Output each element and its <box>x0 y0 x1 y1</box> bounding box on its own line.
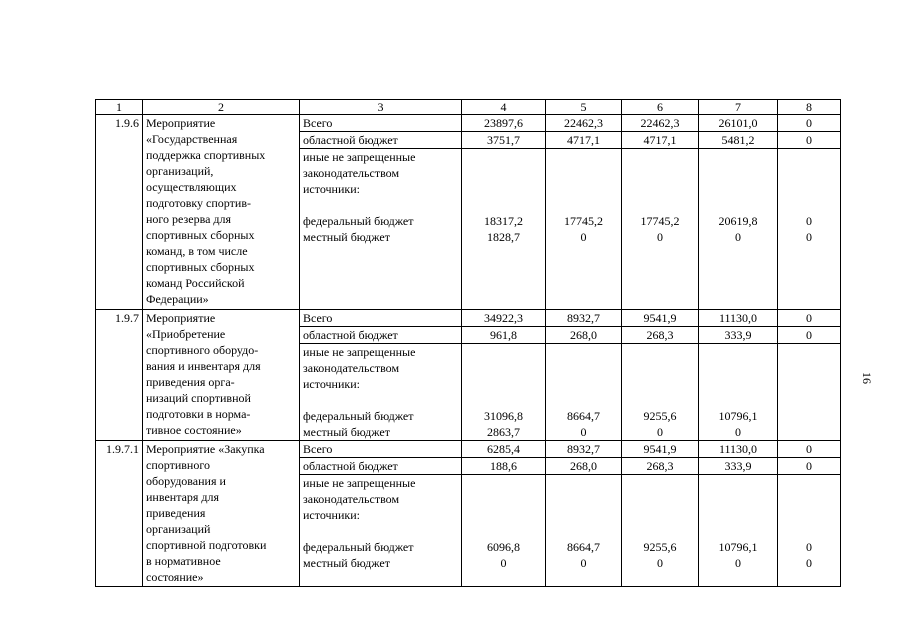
header-cell: 2 <box>143 100 300 115</box>
value-cell: 18317,2 1828,7 <box>462 149 546 310</box>
value-cell: 20619,8 0 <box>699 149 778 310</box>
source-label: областной бюджет <box>300 132 462 149</box>
value-cell: 0 <box>778 132 841 149</box>
header-cell: 8 <box>778 100 841 115</box>
value-cell: 0 0 <box>778 475 841 587</box>
source-label: областной бюджет <box>300 458 462 475</box>
value-cell: 8664,7 0 <box>546 344 622 441</box>
value-cell: 4717,1 <box>622 132 699 149</box>
value-cell: 17745,2 0 <box>622 149 699 310</box>
value-cell: 0 0 <box>778 149 841 310</box>
program-table <box>95 99 841 587</box>
source-label: иные не запрещенные законодательством источники: федеральный бюджет местный бюджет <box>300 475 462 587</box>
value-cell: 31096,8 2863,7 <box>462 344 546 441</box>
item-code: 1.9.6 <box>96 115 143 310</box>
value-cell: 268,0 <box>546 327 622 344</box>
item-name: Мероприятие «Приобретение спортивного оборудо- вания и инвентаря для приведения орга- низаций спортивной подготовки в норма- тивное состояние» <box>143 310 300 441</box>
value-cell: 0 <box>778 458 841 475</box>
item-name: Мероприятие «Государственная поддержка спортивных организаций, осуществляющих подготовку спортив- ного резерва для спортивных сборных команд, в том числе спортивных сборных команд Российской Федерации» <box>143 115 300 310</box>
item-code: 1.9.7.1 <box>96 441 143 587</box>
value-cell: 9255,6 0 <box>622 344 699 441</box>
value-cell: 17745,2 0 <box>546 149 622 310</box>
value-cell: 10796,1 0 <box>699 475 778 587</box>
table-row <box>96 441 841 458</box>
value-cell: 188,6 <box>462 458 546 475</box>
value-cell: 9255,6 0 <box>622 475 699 587</box>
value-cell <box>778 344 841 441</box>
value-cell: 0 <box>778 115 841 132</box>
value-cell: 0 <box>778 310 841 327</box>
table-row <box>96 310 841 327</box>
value-cell: 961,8 <box>462 327 546 344</box>
value-cell: 34922,3 <box>462 310 546 327</box>
value-cell: 23897,6 <box>462 115 546 132</box>
value-cell: 5481,2 <box>699 132 778 149</box>
value-cell: 8932,7 <box>546 441 622 458</box>
value-cell: 3751,7 <box>462 132 546 149</box>
source-label: иные не запрещенные законодательством источники: федеральный бюджет местный бюджет <box>300 149 462 310</box>
value-cell: 0 <box>778 327 841 344</box>
source-label: областной бюджет <box>300 327 462 344</box>
item-code: 1.9.7 <box>96 310 143 441</box>
source-label: Всего <box>300 115 462 132</box>
table-row <box>96 115 841 132</box>
value-cell: 22462,3 <box>546 115 622 132</box>
value-cell: 333,9 <box>699 458 778 475</box>
source-label: Всего <box>300 310 462 327</box>
header-cell: 5 <box>546 100 622 115</box>
value-cell: 6096,8 0 <box>462 475 546 587</box>
source-label: Всего <box>300 441 462 458</box>
value-cell: 268,3 <box>622 458 699 475</box>
header-cell: 1 <box>96 100 143 115</box>
value-cell: 22462,3 <box>622 115 699 132</box>
value-cell: 9541,9 <box>622 441 699 458</box>
value-cell: 333,9 <box>699 327 778 344</box>
value-cell: 268,0 <box>546 458 622 475</box>
value-cell: 26101,0 <box>699 115 778 132</box>
value-cell: 8932,7 <box>546 310 622 327</box>
header-row <box>96 100 841 115</box>
value-cell: 10796,1 0 <box>699 344 778 441</box>
value-cell: 11130,0 <box>699 441 778 458</box>
value-cell: 6285,4 <box>462 441 546 458</box>
value-cell: 9541,9 <box>622 310 699 327</box>
page-number: 16 <box>860 372 874 384</box>
value-cell: 8664,7 0 <box>546 475 622 587</box>
value-cell: 268,3 <box>622 327 699 344</box>
item-name: Мероприятие «Закупка спортивного оборудования и инвентаря для приведения организаций спортивной подготовки в нормативное состояние» <box>143 441 300 587</box>
value-cell: 11130,0 <box>699 310 778 327</box>
header-cell: 4 <box>462 100 546 115</box>
header-cell: 6 <box>622 100 699 115</box>
source-label: иные не запрещенные законодательством источники: федеральный бюджет местный бюджет <box>300 344 462 441</box>
value-cell: 0 <box>778 441 841 458</box>
header-cell: 7 <box>699 100 778 115</box>
value-cell: 4717,1 <box>546 132 622 149</box>
header-cell: 3 <box>300 100 462 115</box>
